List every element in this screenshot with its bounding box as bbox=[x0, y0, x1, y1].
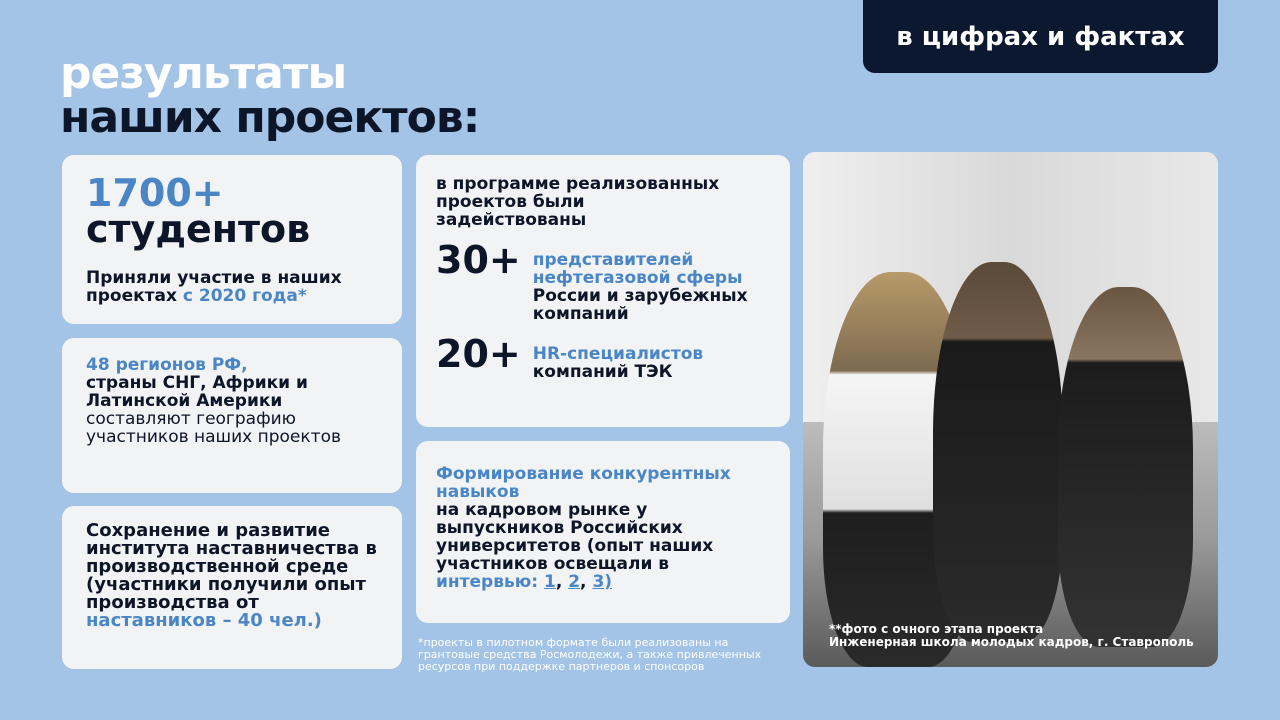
students-card bbox=[62, 155, 402, 324]
geography-regions: 48 регионов РФ, bbox=[86, 355, 248, 375]
hr-desc-dark: компаний ТЭК bbox=[532, 362, 673, 382]
oil-gas-desc-dark: России и зарубежных компаний bbox=[532, 286, 748, 324]
photo-caption-line1: **фото с очного этапа проекта bbox=[829, 622, 1044, 636]
students-text bbox=[86, 269, 366, 305]
hr-desc-blue: HR-специалистов bbox=[532, 344, 704, 364]
interview-label: интервью: bbox=[436, 572, 539, 592]
students-label: студентов bbox=[86, 207, 311, 251]
footnote: *проекты в пилотном формате были реализованы на грантовые средства Росмолодежи, а также привлеченных ресурсов при поддержке партнеров и спонсоров bbox=[418, 636, 762, 673]
photo-person-3 bbox=[1058, 287, 1193, 647]
event-photo bbox=[803, 152, 1218, 667]
oil-gas-count: 30+ bbox=[436, 238, 521, 282]
interview-link-1[interactable]: 1 bbox=[543, 572, 556, 592]
photo-person-2 bbox=[933, 262, 1063, 642]
students-text-dark: Приняли участие в наших проектах bbox=[86, 268, 342, 306]
photo-caption bbox=[829, 623, 1209, 649]
participants-card bbox=[416, 155, 790, 427]
mentorship-card bbox=[62, 506, 402, 669]
hr-row bbox=[436, 332, 770, 382]
mentorship-text-blue: наставников – 40 чел.) bbox=[86, 610, 322, 631]
interview-link-3[interactable]: 3) bbox=[592, 572, 613, 592]
mentorship-text bbox=[86, 522, 378, 630]
skills-text: на кадровом рынке у выпускников Российских университетов (опыт наших участников освещали в интервью: 1, 2, 3) bbox=[436, 500, 714, 592]
hr-count: 20+ bbox=[436, 332, 521, 376]
title-line2: наших проектов: bbox=[60, 92, 480, 143]
skills-title: Формирование конкурентных навыков bbox=[436, 464, 731, 502]
photo-caption-line2: Инженерная школа молодых кадров, г. Ставрополь bbox=[829, 635, 1194, 649]
geography-text: составляют географию участников наших проектов bbox=[86, 409, 341, 447]
oil-gas-desc-blue: представителей нефтегазовой сферы bbox=[532, 250, 743, 288]
students-text-blue: с 2020 года* bbox=[182, 286, 307, 306]
mentorship-text-dark: Сохранение и развитие института наставничества в производственной среде (участники получили опыт производства от bbox=[86, 520, 377, 613]
skills-card bbox=[416, 441, 790, 623]
page-title bbox=[60, 48, 480, 143]
geography-countries: страны СНГ, Африки и Латинской Америки bbox=[86, 373, 308, 411]
geography-card bbox=[62, 338, 402, 493]
students-count: 1700+ bbox=[86, 171, 224, 215]
oil-gas-desc bbox=[533, 241, 770, 323]
participants-intro: в программе реализованных проектов были задействованы bbox=[436, 174, 720, 230]
oil-gas-row bbox=[436, 238, 770, 324]
title-line1: результаты bbox=[60, 48, 347, 99]
skills-text-dark: на кадровом рынке у выпускников Российских университетов (опыт наших участников освещали в bbox=[436, 500, 714, 574]
interview-link-2[interactable]: 2 bbox=[568, 572, 581, 592]
section-badge: в цифрах и фактах bbox=[863, 0, 1218, 73]
hr-desc bbox=[533, 335, 703, 381]
